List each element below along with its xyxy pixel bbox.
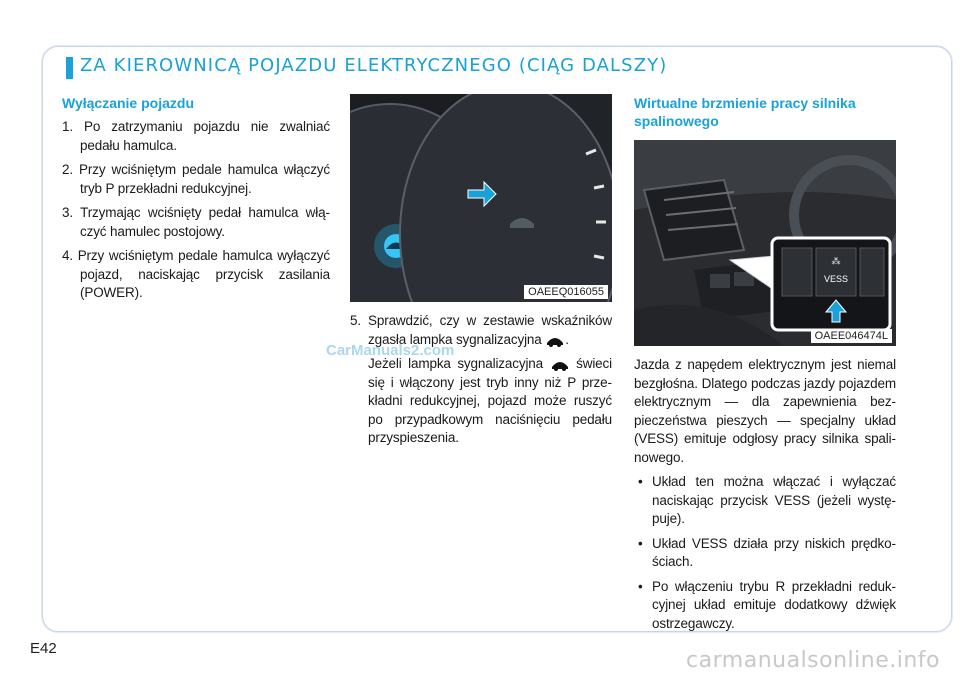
shutdown-steps-list	[62, 118, 330, 303]
right-column	[634, 94, 896, 639]
left-column	[62, 94, 330, 309]
shutdown-step-1: 1. Po zatrzymaniu pojazdu nie zwalniać pedału hamulca.	[62, 119, 330, 153]
dashboard-vess-illustration	[634, 140, 896, 346]
vess-bullet-3: • Po włączeniu trybu R przekładni redukcyjnej układ emituje dodatkowy dźwięk ostrzegawczy.	[634, 578, 896, 634]
step-5-part-a: 5. Sprawdzić, czy w zestawie wskaźników zgasła lampka sygnalizacyjna	[350, 313, 612, 347]
heading-vehicle-shutdown: Wyłączanie pojazdu	[62, 95, 194, 111]
vess-bullet-1: • Układ ten można włączać i wyłączać naciskając przycisk VESS (jeżeli występuje).	[634, 473, 896, 529]
footer-watermark: carmanualsonline.info	[686, 648, 940, 673]
watermark-carmanuals: CarManuals2.com	[326, 342, 455, 359]
shutdown-step-3: 3. Trzymając wciśnięty pedał hamulca włączyć hamulec postojowy.	[62, 205, 330, 239]
header-accent-bar	[66, 57, 73, 79]
ready-warning-lamp-icon	[545, 333, 565, 347]
instrument-cluster-illustration	[350, 94, 612, 302]
heading-vess: Wirtualne brzmienie pracy silnika spalinowego	[634, 95, 856, 129]
vess-button-label: VESS	[823, 274, 849, 284]
figure-code-cluster: OAEEQ016055	[524, 285, 608, 299]
shutdown-step-2: 2. Przy wciśniętym pedale hamulca włączyć tryb P przekładni redukcyjnej.	[62, 162, 330, 196]
step-5-part-a-end: .	[565, 331, 569, 347]
vess-bullets	[634, 473, 896, 633]
figure-code-vess: OAEE046474L	[811, 329, 892, 343]
ready-warning-lamp-icon-2	[550, 357, 570, 371]
section-header-title: ZA KIEROWNICĄ POJAZDU ELEKTRYCZNEGO (CIĄG DALSZY)	[80, 55, 668, 76]
step-5-note	[350, 355, 612, 448]
step-5-note-rest: świeci się i włączony jest tryb inny niż P przekładni redukcyjnej, pojazd może ruszyć po przypadkowym naciśnięciu pedału przyspieszenia.	[368, 356, 612, 445]
shutdown-step-4: 4. Przy wciśniętym pedale hamulca wyłączyć pojazd, naciskając przycisk zasilania (POWER).	[62, 248, 330, 300]
step-5-note-start: Jeżeli lampka sygnalizacyjna	[368, 356, 544, 371]
step-5-block	[350, 312, 612, 448]
instrument-cluster-figure	[350, 94, 612, 302]
middle-column	[350, 94, 612, 454]
vess-button-figure	[634, 140, 896, 346]
vess-bullet-2: • Układ VESS działa przy niskich prędkościach.	[634, 535, 896, 572]
svg-text:⁂: ⁂	[831, 256, 841, 266]
page-number: E42	[30, 640, 57, 657]
vess-paragraph: Jazda z napędem elektrycznym jest niemal bezgłośna. Dlatego podczas jazdy pojazdem elektrycznym — dla zapewnienia bezpieczeństwa pieszych — specjalny układ (VESS) emituje odgłosy pracy silnika spalinowego.	[634, 357, 896, 465]
